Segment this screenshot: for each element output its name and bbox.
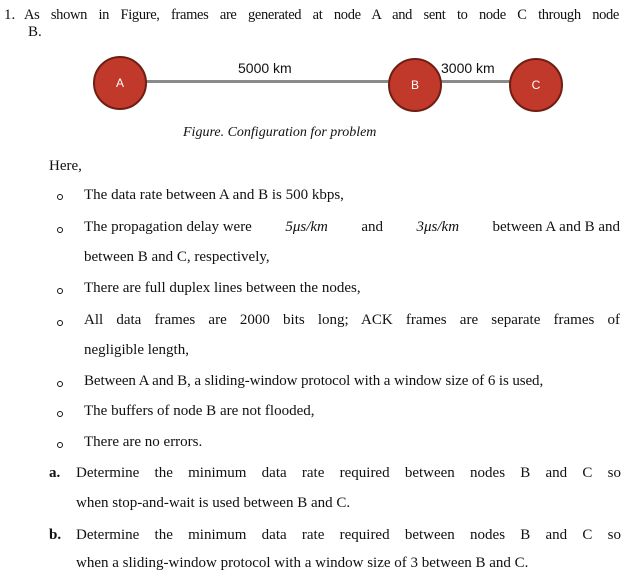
question-number: 1. bbox=[4, 7, 16, 23]
node-c bbox=[509, 58, 563, 112]
bullet-1-text: The data rate between A and B is 500 kbps, bbox=[84, 187, 344, 203]
bullet-dot-2 bbox=[57, 227, 63, 233]
bullet-6-text: The buffers of node B are not flooded, bbox=[84, 403, 315, 419]
here-label: Here, bbox=[49, 158, 82, 174]
figure-caption: Figure. Configuration for problem bbox=[183, 125, 377, 140]
part-a-line-2: when stop-and-wait is used between B and C. bbox=[76, 495, 351, 511]
bullet-2-line-1 bbox=[84, 219, 620, 236]
node-c-label: C bbox=[531, 78, 541, 92]
bullet-2-delay-ab: 5μs/km bbox=[285, 219, 328, 235]
question-line-2: B. bbox=[28, 24, 42, 40]
part-b-line-1: Determine the minimum data rate required between nodes B and C so bbox=[76, 527, 621, 543]
bullet-dot-6 bbox=[57, 411, 63, 417]
bullet-2-pre: The propagation delay were bbox=[84, 219, 252, 235]
bullet-dot-5 bbox=[57, 381, 63, 387]
bullet-dot-4 bbox=[57, 320, 63, 326]
bullet-2-post: between A and B and bbox=[492, 219, 620, 235]
bullet-5-text: Between A and B, a sliding-window protocol with a window size of 6 is used, bbox=[84, 373, 544, 389]
link-a-b bbox=[141, 80, 392, 83]
bullet-4-line-2: negligible length, bbox=[84, 342, 189, 358]
part-b-label: b. bbox=[49, 527, 62, 543]
bullet-7-text: There are no errors. bbox=[84, 434, 203, 450]
bullet-2-mid: and bbox=[361, 219, 384, 235]
question-line-1: As shown in Figure, frames are generated at node A and sent to node C through node bbox=[24, 7, 619, 23]
distance-b-c: 3000 km bbox=[441, 60, 495, 76]
bullet-4-line-1: All data frames are 2000 bits long; ACK frames are separate frames of bbox=[84, 312, 620, 328]
bullet-2-line-2: between B and C, respectively, bbox=[84, 249, 270, 265]
bullet-dot-3 bbox=[57, 288, 63, 294]
node-b bbox=[388, 58, 442, 112]
link-b-c bbox=[440, 80, 513, 83]
node-a-label: A bbox=[115, 76, 124, 90]
part-a-line-1: Determine the minimum data rate required between nodes B and C so bbox=[76, 465, 621, 481]
bullet-3-text: There are full duplex lines between the nodes, bbox=[84, 280, 361, 296]
bullet-dot-1 bbox=[57, 194, 63, 200]
node-b-label: B bbox=[410, 78, 419, 92]
part-b-line-2: when a sliding-window protocol with a window size of 3 between B and C. bbox=[76, 555, 529, 571]
distance-a-b: 5000 km bbox=[238, 60, 292, 76]
part-a-label: a. bbox=[49, 465, 61, 481]
node-a bbox=[93, 56, 147, 110]
bullet-2-delay-bc: 3μs/km bbox=[416, 219, 460, 235]
bullet-dot-7 bbox=[57, 442, 63, 448]
